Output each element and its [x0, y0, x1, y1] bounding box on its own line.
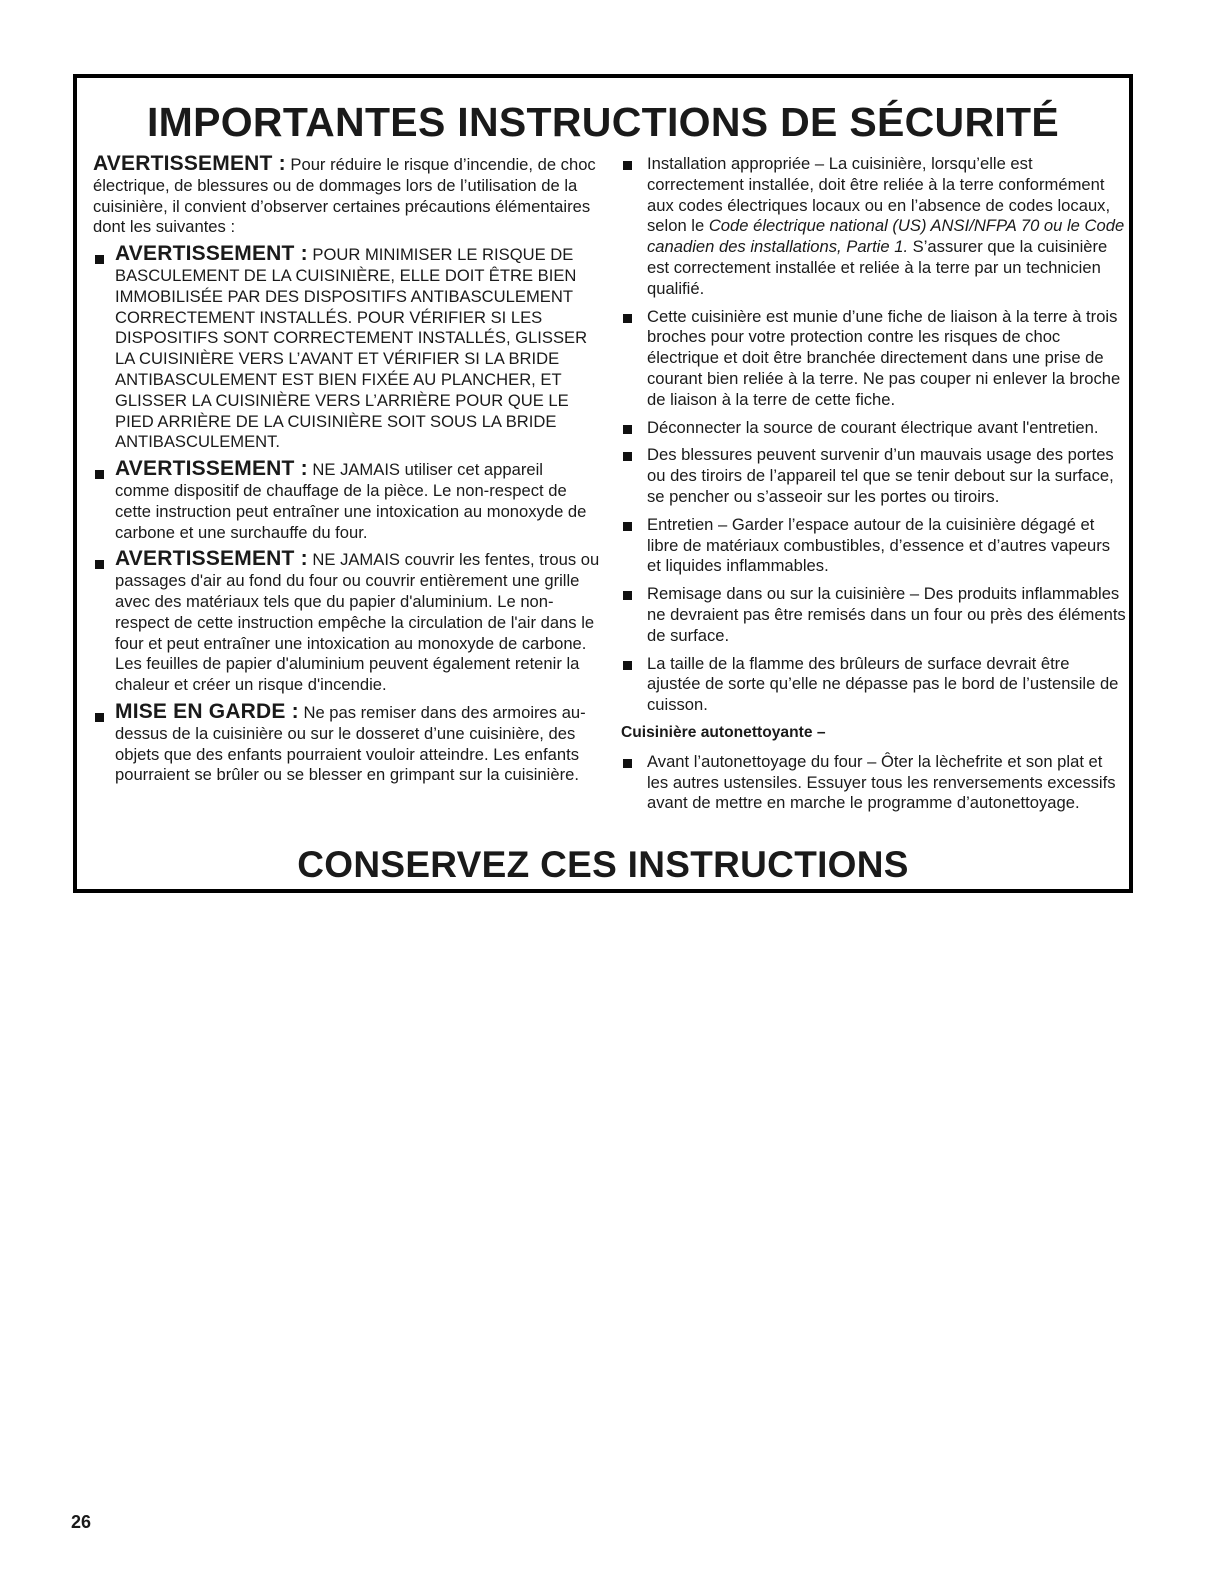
instruction-text: Entretien – Garder l’espace autour de la cuisinière dégagé et libre de matériaux combustibles, d’essence et d’autres vapeurs et liquides inflammables. — [647, 514, 1111, 576]
warning-item — [93, 459, 601, 543]
warning-keyword: AVERTISSEMENT : — [115, 457, 308, 481]
page-title: IMPORTANTES INSTRUCTIONS DE SÉCURITÉ — [146, 99, 1060, 145]
install-text-a: Installation appropriée – La cuisinière, lorsqu’elle est correctement installée, doit être reliée à la terre conformément aux codes électriques locaux ou en l’absence de codes locaux, selon le — [647, 154, 1111, 236]
bullet-icon — [95, 713, 104, 722]
bullet-icon — [95, 560, 104, 569]
self-clean-item — [621, 752, 1126, 814]
instruction-item — [621, 418, 1126, 439]
intro-text: Pour réduire le risque d’incendie, de choc électrique, de blessures ou de dommages lors de l’utilisation de la cuisinière, il convient d’observer certaines précautions élémentaires dont les suivantes : — [93, 155, 596, 237]
bullet-icon — [95, 470, 104, 479]
self-clean-text: Avant l’autonettoyage du four – Ôter la lèchefrite et son plat et les autres ustensiles. Essuyer tous les renversements excessifs avant de mettre en marche le programme d’autonettoyage. — [647, 751, 1116, 813]
warning-text: NE JAMAIS couvrir les fentes, trous ou passages d'air au fond du four ou couvrir entièrement une grille avec des matériaux tels que du papier d'aluminium. Le non-respect de cette instruction empêche la circulation de l'air dans le four et peut entraîner une intoxication au monoxyde de carbone. Les feuilles de papier d'aluminium peuvent également retenir la chaleur et créer un risque d'incendie. — [115, 550, 600, 695]
instruction-text: La taille de la flamme des brûleurs de surface devrait être ajustée de sorte qu’elle ne dépasse pas le bord de l’ustensile de cuisson. — [647, 653, 1119, 715]
right-column — [621, 154, 1126, 821]
caution-keyword: MISE EN GARDE : — [115, 699, 299, 723]
bullet-icon — [623, 759, 632, 768]
caution-text: Ne pas remiser dans des armoires au-dessus de la cuisinière ou sur le dosseret d’une cuisinière, des objets que des enfants pourraient vouloir atteindre. Les enfants pourraient se brûler ou se blesser en grimpant sur la cuisinière. — [115, 702, 586, 785]
self-clean-subheading: Cuisinière autonettoyante – — [621, 723, 826, 741]
install-code-reference: Code électrique national (US) ANSI/NFPA 70 ou le Code canadien des installations, Partie 1. — [647, 216, 1125, 257]
instruction-item — [621, 445, 1126, 507]
bullet-icon — [623, 522, 632, 531]
page-number: 26 — [71, 1512, 92, 1532]
self-clean-list — [621, 752, 1126, 814]
bullet-icon — [623, 452, 632, 461]
instruction-text: Cette cuisinière est munie d’une fiche de liaison à la terre à trois broches pour votre protection contre les risques de choc électrique et doit être branchée directement dans une prise de courant bien reliée à la terre. Ne pas couper ni enlever la broche de liaison à la terre de cette fiche. — [647, 306, 1121, 409]
save-instructions-heading: CONSERVEZ CES INSTRUCTIONS — [297, 844, 909, 885]
warning-item — [93, 549, 601, 696]
bullet-icon — [623, 425, 632, 434]
warning-text: NE JAMAIS utiliser cet appareil comme dispositif de chauffage de la pièce. Le non-respect de cette instruction peut entraîner une intoxication au monoxyde de carbone et une surchauffe du four. — [115, 460, 587, 542]
warning-text: POUR MINIMISER LE RISQUE DE BASCULEMENT DE LA CUISINIÈRE, ELLE DOIT ÊTRE BIEN IMMOBILISÉE PAR DES DISPOSITIFS ANTIBASCULEMENT CORRECTEMENT INSTALLÉS. POUR VÉRIFIER SI LES DISPOSITIFS SONT CORRECTEMENT INSTALLÉS, GLISSER LA CUISINIÈRE VERS L’AVANT ET VÉRIFIER SI LA BRIDE ANTIBASCULEMENT EST BIEN FIXÉE AU PLANCHER, ET GLISSER LA CUISINIÈRE VERS L’ARRIÈRE POUR QUE LE PIED ARRIÈRE DE LA CUISINIÈRE SOIT SOUS LA BRIDE ANTIBASCULEMENT. — [115, 245, 588, 452]
instruction-item — [621, 654, 1126, 716]
install-text-b: S’assurer que la cuisinière est correctement installée et reliée à la terre par un technicien qualifié. — [647, 237, 1108, 298]
warning-item — [93, 699, 601, 786]
intro-keyword: AVERTISSEMENT : — [93, 152, 286, 175]
instruction-item — [621, 154, 1126, 300]
bullet-icon — [623, 661, 632, 670]
instruction-item — [621, 515, 1126, 577]
bullet-icon — [95, 255, 104, 264]
left-column — [93, 154, 601, 792]
safety-instructions-box — [73, 74, 1133, 893]
instruction-text: Remisage dans ou sur la cuisinière – Des produits inflammables ne devraient pas être remisés dans un four ou près des éléments de surface. — [647, 584, 1126, 645]
warning-list — [93, 244, 601, 786]
bullet-icon — [623, 591, 632, 600]
instruction-text: Déconnecter la source de courant électrique avant l'entretien. — [647, 417, 1099, 437]
warning-item — [93, 244, 601, 453]
instruction-item — [621, 584, 1126, 646]
instruction-item — [621, 307, 1126, 411]
bullet-icon — [623, 314, 632, 323]
instruction-list — [621, 154, 1126, 716]
warning-keyword: AVERTISSEMENT : — [115, 242, 308, 266]
instruction-text: Des blessures peuvent survenir d’un mauvais usage des portes ou des tiroirs de l’appareil tel que se tenir debout sur la surface, se pencher ou s’asseoir sur les portes ou tiroirs. — [647, 445, 1114, 506]
intro-paragraph — [93, 154, 601, 238]
warning-keyword: AVERTISSEMENT : — [115, 547, 308, 571]
bullet-icon — [623, 161, 632, 170]
